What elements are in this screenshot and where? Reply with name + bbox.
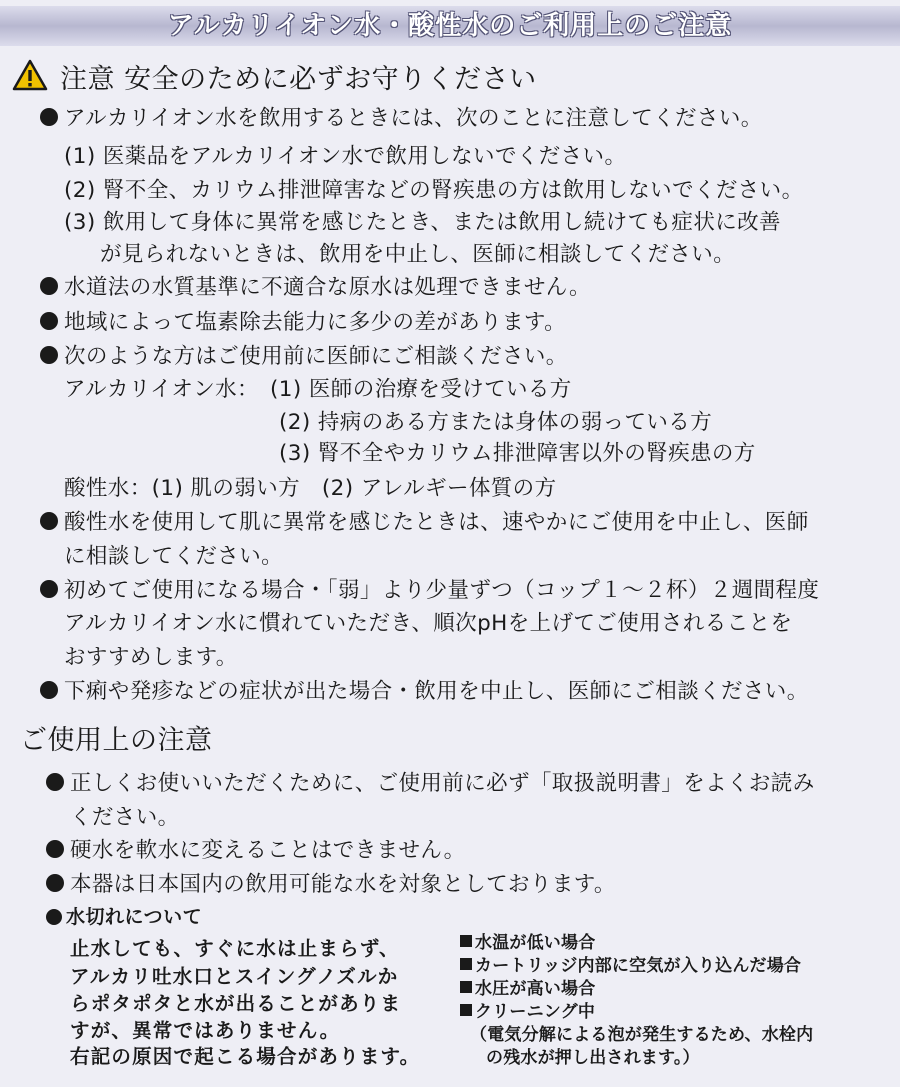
square-bullet-icon <box>460 958 472 970</box>
warning-bullet: 酸性水を使用して肌に異常を感じたときは、速やかにご使用を中止し、医師 <box>64 510 809 535</box>
consult-acid-line: 酸性水：(1) 肌の弱い方 (2) アレルギー体質の方 <box>64 476 557 501</box>
alkaline-item: (3) 飲用して身体に異常を感じたとき、または飲用し続けても症状に改善 <box>64 210 781 235</box>
water-cut-body-line: アルカリ吐水口とスイングノズルか <box>70 965 399 988</box>
usage-bullet: 本器は日本国内の飲用可能な水を対象としております。 <box>70 872 616 897</box>
bullet-icon <box>40 277 58 295</box>
page-title: アルカリイオン水・酸性水のご利用上のご注意 <box>167 11 733 41</box>
square-bullet-icon <box>460 935 472 947</box>
warning-bullet-continuation: アルカリイオン水に慣れていただき、順次pHを上げてご使用されることを <box>64 611 793 636</box>
warning-bullet: 地域によって塩素除去能力に多少の差があります。 <box>64 310 566 335</box>
water-cut-body-line: すが、異常ではありません。 <box>70 1019 341 1042</box>
usage-bullet: 正しくお使いいただくために、ご使用前に必ず「取扱説明書」をよくお読み <box>70 771 815 796</box>
water-cut-body-line: 右記の原因で起こる場合があります。 <box>70 1045 421 1068</box>
bullet-icon <box>40 346 58 364</box>
usage-bullet: 硬水を軟水に変えることはできません。 <box>70 838 466 863</box>
bullet-icon <box>46 773 64 791</box>
square-bullet-icon <box>460 981 472 993</box>
bullet-icon <box>40 580 58 598</box>
water-cut-body-line: 止水しても、すぐに水は止まらず、 <box>70 937 400 960</box>
warning-bullet: 水道法の水質基準に不適合な原水は処理できません。 <box>64 275 591 300</box>
cause-note-line: の残水が押し出されます。） <box>486 1048 700 1068</box>
consult-alkaline-item: (1) 医師の治療を受けている方 <box>270 377 572 402</box>
warning-bullet: アルカリイオン水を飲用するときには、次のことに注意してください。 <box>64 106 763 131</box>
water-cut-heading: 水切れについて <box>66 906 203 928</box>
warning-triangle-icon <box>12 59 48 91</box>
alkaline-item: (2) 腎不全、カリウム排泄障害などの腎疾患の方は飲用しないでください。 <box>64 178 804 203</box>
warning-bullet-continuation: おすすめします。 <box>64 645 238 670</box>
bullet-icon <box>40 681 58 699</box>
cause-note-line: （電気分解による泡が発生するため、水栓内 <box>470 1025 814 1045</box>
cause-item: 水温が低い場合 <box>475 933 596 953</box>
warning-heading: 注意 安全のために必ずお守りください <box>60 64 537 95</box>
cause-item: カートリッジ内部に空気が入り込んだ場合 <box>475 956 802 976</box>
bullet-icon <box>46 874 64 892</box>
alkaline-item-continuation: が見られないときは、飲用を中止し、医師に相談してください。 <box>100 242 736 267</box>
bullet-icon <box>46 909 62 925</box>
bullet-icon <box>40 312 58 330</box>
bullet-icon <box>46 840 64 858</box>
usage-bullet-continuation: ください。 <box>70 805 180 830</box>
alkaline-item: (1) 医薬品をアルカリイオン水で飲用しないでください。 <box>64 144 627 169</box>
warning-bullet: 次のような方はご使用前に医師にご相談ください。 <box>64 344 568 369</box>
cause-item: 水圧が高い場合 <box>475 979 596 999</box>
bullet-icon <box>40 512 58 530</box>
consult-alkaline-label: アルカリイオン水： <box>64 377 259 402</box>
water-cut-body-line: らポタポタと水が出ることがありま <box>70 992 402 1015</box>
bullet-icon <box>40 108 58 126</box>
consult-alkaline-item: (2) 持病のある方または身体の弱っている方 <box>279 410 713 435</box>
warning-bullet: 下痢や発疹などの症状が出た場合・飲用を中止し、医師にご相談ください。 <box>64 679 809 704</box>
title-banner <box>0 6 900 46</box>
usage-heading: ご使用上の注意 <box>20 725 213 756</box>
cause-item: クリーニング中 <box>475 1002 596 1022</box>
warning-bullet-continuation: に相談してください。 <box>64 544 284 569</box>
consult-alkaline-item: (3) 腎不全やカリウム排泄障害以外の腎疾患の方 <box>279 441 756 466</box>
warning-bullet: 初めてご使用になる場合・「弱」より少量ずつ（コップ１～２杯）２週間程度 <box>64 578 820 603</box>
square-bullet-icon <box>460 1004 472 1016</box>
